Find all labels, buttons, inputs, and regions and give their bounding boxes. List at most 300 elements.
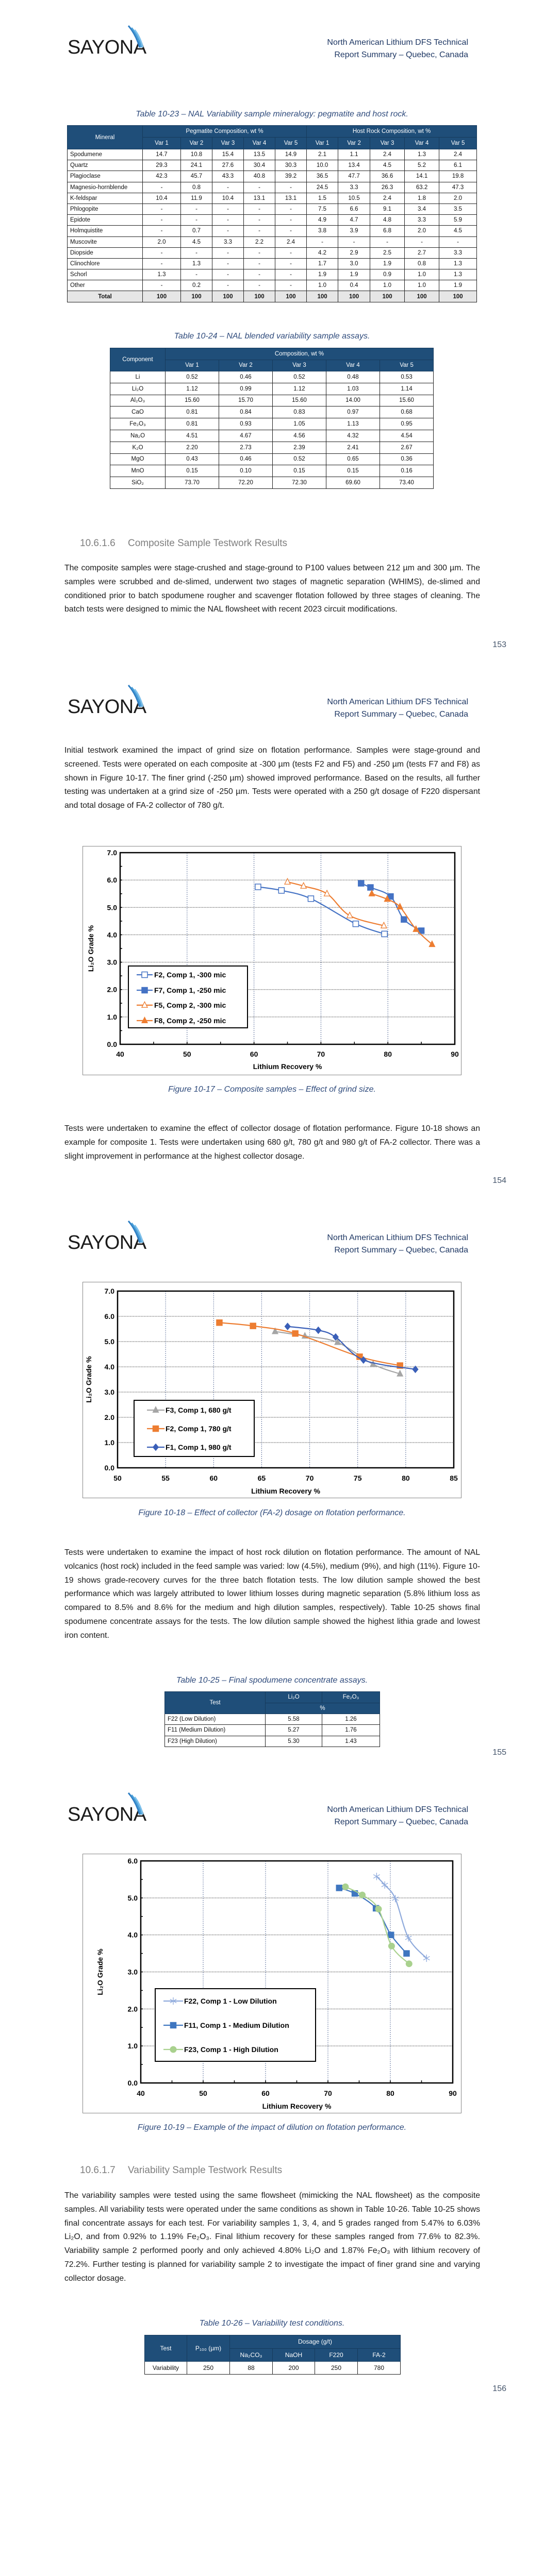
data-point-circle-marker <box>359 1892 366 1898</box>
data-point-square-open-marker <box>382 931 387 937</box>
column-group-host-rock: Host Rock Composition, wt % <box>307 126 477 138</box>
table-row <box>165 1714 380 1725</box>
table-cell: 73.40 <box>380 477 434 489</box>
column-header-var: Var 3 <box>273 360 326 371</box>
table-cell: 0.15 <box>166 465 219 477</box>
table-cell: 24.1 <box>181 160 212 171</box>
table-cell: 1.0 <box>405 280 439 291</box>
y-tick-label: 1.0 <box>127 2042 138 2050</box>
table-cell: 2.7 <box>405 247 439 258</box>
table-cell: - <box>370 236 405 247</box>
table-cell: 0.8 <box>181 182 212 193</box>
table-row <box>68 247 477 258</box>
column-header-test: Test <box>145 2335 187 2362</box>
table-cell: 1.9 <box>307 269 338 280</box>
figure-10-18-chart <box>83 1282 461 1498</box>
y-tick-label: 3.0 <box>104 1388 114 1396</box>
y-tick-label: 2.0 <box>104 1413 114 1421</box>
table-cell: 2.2 <box>244 236 275 247</box>
x-axis-label: Lithium Recovery % <box>253 1062 322 1071</box>
table-cell: 63.2 <box>405 182 439 193</box>
table-cell: 88 <box>230 2362 273 2375</box>
table-row <box>145 2362 401 2375</box>
y-tick-label: 4.0 <box>127 1930 138 1939</box>
variability-paragraph: The variability samples were tested using the same flowsheet (mimicking the NAL flowsheet) as the composite samples. All variability tests were operated under the same conditions as shown in Table 10-26. Table 10-25 shows final concentrate assays for each test. For variability samples 1, 3, 4, and 5 grades ranged from 5.47% to 6.03% Li₂O, and from 0.92% to 1.19% Fe₂O₃. Final lithium recovery for these samples ranged from 77.6% to 82.3%. Variability sample 2 performed poorly and only achieved 4.80% Li₂O and 1.87% Fe₂O₃ with lithium recovery of 72.2%. Further testing is planned for variability sample 2 to investigate the impact of finer grand sine and varying collector dosage. <box>64 2191 480 2283</box>
table-cell: 0.36 <box>380 453 434 465</box>
table-cell: 72.20 <box>219 477 273 489</box>
table-cell: 14.00 <box>326 395 380 406</box>
y-tick-label: 7.0 <box>107 849 117 857</box>
table-cell: 4.9 <box>307 215 338 226</box>
data-point-circle-marker <box>388 1943 394 1949</box>
table-row <box>68 269 477 280</box>
table-cell: 2.4 <box>370 149 405 160</box>
table-cell: 1.0 <box>405 269 439 280</box>
table-cell: 10.4 <box>143 193 181 204</box>
figure-10-17-caption: Figure 10-17 – Composite samples – Effect of grind size. <box>168 1085 376 1094</box>
table-cell: 6.1 <box>439 160 477 171</box>
total-cell: 100 <box>143 291 181 302</box>
component-name: CaO <box>110 406 166 418</box>
table-cell: 4.32 <box>326 430 380 442</box>
table-cell: 40.8 <box>244 171 275 182</box>
table-row <box>68 149 477 160</box>
table-cell: 780 <box>358 2362 401 2375</box>
x-tick-label: 60 <box>250 1050 258 1058</box>
column-header-var: Var 3 <box>370 138 405 149</box>
column-header-reagent: FA-2 <box>358 2348 401 2362</box>
table-cell: 0.65 <box>326 453 380 465</box>
table-cell: 1.3 <box>405 149 439 160</box>
page-153 <box>0 0 544 659</box>
table-cell: 0.93 <box>219 418 273 430</box>
table-cell: 3.0 <box>338 258 370 269</box>
column-header-li2o: Li₂O <box>266 1692 322 1703</box>
data-point-square-open-marker <box>308 896 314 902</box>
table-cell: 15.70 <box>219 395 273 406</box>
legend-label: F7, Comp 1, -250 mic <box>154 986 226 994</box>
table-cell: 0.8 <box>405 258 439 269</box>
x-axis-label: Lithium Recovery % <box>251 1487 320 1495</box>
series-line <box>258 887 384 934</box>
table-10-26-caption: Table 10-26 – Variability test conditions. <box>199 2319 345 2328</box>
total-cell: 100 <box>439 291 477 302</box>
table-row <box>110 430 434 442</box>
series-line <box>288 1327 416 1369</box>
column-header-var: Var 5 <box>275 138 307 149</box>
table-cell: 0.97 <box>326 406 380 418</box>
column-header-reagent: NaOH <box>273 2348 315 2362</box>
table-row <box>68 280 477 291</box>
table-cell: 14.9 <box>275 149 307 160</box>
table-cell: 1.12 <box>273 383 326 395</box>
report-title-line2: Report Summary – Quebec, Canada <box>334 50 468 59</box>
chart-legend <box>155 1989 316 2061</box>
table-row <box>68 171 477 182</box>
table-cell: 30.4 <box>244 160 275 171</box>
table-cell: 0.10 <box>219 465 273 477</box>
logo-text: SAYONA <box>68 1804 146 1825</box>
table-cell: 47.7 <box>338 171 370 182</box>
column-header-unit: % <box>266 1703 380 1714</box>
table-cell: 2.20 <box>166 442 219 453</box>
collector-dosage-paragraph: Tests were undertaken to examine the effect of collector dosage of flotation performance. Figure 10-18 shows an example for composite 1. Tests were undertaken using 680 g/t, 780 g/t and 980 g/t of FA-2 collector. There was a slight improvement in performance at the highest collector dosage. <box>64 1124 480 1161</box>
chart-legend <box>134 1400 254 1456</box>
report-title-line2: Report Summary – Quebec, Canada <box>334 1818 468 1826</box>
table-cell: 11.9 <box>181 193 212 204</box>
table-10-24-caption: Table 10-24 – NAL blended variability sample assays. <box>174 332 370 341</box>
page-number: 156 <box>492 2384 506 2393</box>
mineral-name: Plagioclase <box>68 171 143 182</box>
table-row <box>68 236 477 247</box>
table-cell: 3.3 <box>212 236 244 247</box>
test-name: F22 (Low Dilution) <box>165 1714 266 1725</box>
data-point-triangle-open-marker <box>347 912 353 918</box>
mineral-name: Diopside <box>68 247 143 258</box>
report-title-line1: North American Lithium DFS Technical <box>327 698 468 706</box>
table-cell: 6.8 <box>370 226 405 236</box>
table-cell: 14.1 <box>405 171 439 182</box>
mineral-name: Spodumene <box>68 149 143 160</box>
total-cell: 100 <box>275 291 307 302</box>
report-header <box>327 37 468 61</box>
table-cell: 4.5 <box>370 160 405 171</box>
table-cell: 4.56 <box>273 430 326 442</box>
column-header-var: Var 4 <box>244 138 275 149</box>
data-point-circle-marker <box>375 1906 382 1912</box>
table-cell: 1.9 <box>439 280 477 291</box>
table-cell: 13.1 <box>275 193 307 204</box>
table-cell: 0.15 <box>273 465 326 477</box>
table-cell: 3.3 <box>439 247 477 258</box>
y-tick-label: 1.0 <box>104 1438 114 1447</box>
table-cell: 69.60 <box>326 477 380 489</box>
data-point-circle-marker <box>342 1884 349 1890</box>
table-cell: 4.5 <box>439 226 477 236</box>
table-cell: 5.2 <box>405 160 439 171</box>
table-cell: 5.30 <box>266 1736 322 1747</box>
table-cell: 3.3 <box>338 182 370 193</box>
table-cell: 6.6 <box>338 204 370 214</box>
table-cell: 30.3 <box>275 160 307 171</box>
table-cell: 9.1 <box>370 204 405 214</box>
table-cell: 29.3 <box>143 160 181 171</box>
column-header-var: Var 4 <box>405 138 439 149</box>
table-cell: - <box>244 215 275 226</box>
total-cell: 100 <box>338 291 370 302</box>
legend-label: F5, Comp 2, -300 mic <box>154 1001 226 1009</box>
table-cell: - <box>181 269 212 280</box>
table-cell: 2.67 <box>380 442 434 453</box>
test-name: Variability <box>145 2362 187 2375</box>
table-cell: - <box>212 247 244 258</box>
table-cell: 1.8 <box>405 193 439 204</box>
report-title-line1: North American Lithium DFS Technical <box>327 1233 468 1242</box>
column-header-p100: P₁₀₀ (µm) <box>187 2335 230 2362</box>
y-axis-label: Li₂O Grade % <box>87 925 95 972</box>
table-cell: 7.5 <box>307 204 338 214</box>
table-cell: - <box>181 247 212 258</box>
section-title: Variability Sample Testwork Results <box>128 2165 283 2176</box>
component-name: Li <box>110 371 166 383</box>
test-name: F23 (High Dilution) <box>165 1736 266 1747</box>
table-cell: 1.3 <box>143 269 181 280</box>
table-cell: 4.54 <box>380 430 434 442</box>
section-number: 10.6.1.7 <box>80 2165 116 2176</box>
mineral-name: Magnesio-hornblende <box>68 182 143 193</box>
y-axis-label: Li₂O Grade % <box>96 1948 104 1995</box>
page-number: 155 <box>492 1748 506 1757</box>
column-header-var: Var 1 <box>166 360 219 371</box>
x-tick-label: 80 <box>402 1474 410 1482</box>
column-header-test: Test <box>165 1692 266 1714</box>
column-header-var: Var 2 <box>181 138 212 149</box>
table-cell: 3.8 <box>307 226 338 236</box>
table-cell: 0.9 <box>370 269 405 280</box>
report-title-line1: North American Lithium DFS Technical <box>327 38 468 47</box>
table-cell: 0.84 <box>219 406 273 418</box>
x-tick-label: 70 <box>317 1050 325 1058</box>
table-cell: 15.60 <box>166 395 219 406</box>
table-cell: 2.9 <box>338 247 370 258</box>
total-cell: 100 <box>307 291 338 302</box>
table-cell: - <box>212 182 244 193</box>
x-tick-label: 60 <box>209 1474 218 1482</box>
table-header-row <box>110 348 434 360</box>
table-cell: - <box>181 204 212 214</box>
table-cell: 0.43 <box>166 453 219 465</box>
mineral-name: Holmquistite <box>68 226 143 236</box>
x-tick-label: 85 <box>450 1474 458 1482</box>
series-f7-comp-1-250-mic <box>358 880 424 934</box>
x-axis-label: Lithium Recovery % <box>262 2102 332 2110</box>
table-cell: 13.1 <box>244 193 275 204</box>
section-number: 10.6.1.6 <box>80 538 116 549</box>
logo-swoosh-icon <box>124 684 155 710</box>
x-tick-label: 70 <box>324 2089 332 2097</box>
table-cell: 0.4 <box>338 280 370 291</box>
table-cell: 4.51 <box>166 430 219 442</box>
table-10-26 <box>144 2335 401 2375</box>
x-tick-label: 90 <box>451 1050 459 1058</box>
table-row <box>165 1725 380 1736</box>
component-name: Fe₂O₃ <box>110 418 166 430</box>
column-header-fe2o3: Fe₂O₃ <box>322 1692 380 1703</box>
mineral-name: Clinochlore <box>68 258 143 269</box>
table-cell: - <box>212 215 244 226</box>
figure-10-18-caption: Figure 10-18 – Effect of collector (FA-2) dosage on flotation performance. <box>138 1509 406 1517</box>
sayona-logo <box>68 25 156 58</box>
table-cell: 250 <box>315 2362 358 2375</box>
table-cell: 1.43 <box>322 1736 380 1747</box>
table-cell: 72.30 <box>273 477 326 489</box>
table-header-row <box>165 1692 380 1703</box>
table-cell: 1.9 <box>370 258 405 269</box>
x-tick-label: 65 <box>257 1474 266 1482</box>
component-name: K₂O <box>110 442 166 453</box>
table-header-row <box>68 126 477 138</box>
table-10-25-caption: Table 10-25 – Final spodumene concentrate assays. <box>176 1676 368 1685</box>
table-cell: 45.7 <box>181 171 212 182</box>
component-name: Al₂O₃ <box>110 395 166 406</box>
mineral-name: Other <box>68 280 143 291</box>
logo-swoosh-icon <box>124 1792 155 1818</box>
table-row <box>68 258 477 269</box>
table-cell: 1.9 <box>338 269 370 280</box>
column-header-var: Var 5 <box>439 138 477 149</box>
table-cell: 73.70 <box>166 477 219 489</box>
y-tick-label: 6.0 <box>104 1312 114 1320</box>
table-row <box>68 193 477 204</box>
logo-text: SAYONA <box>68 696 146 718</box>
table-cell: 15.4 <box>212 149 244 160</box>
table-cell: - <box>143 226 181 236</box>
table-cell: 19.8 <box>439 171 477 182</box>
table-cell: 2.5 <box>370 247 405 258</box>
report-title-line2: Report Summary – Quebec, Canada <box>334 710 468 719</box>
table-cell: 3.5 <box>439 204 477 214</box>
y-tick-label: 3.0 <box>127 1968 138 1976</box>
component-name: MgO <box>110 453 166 465</box>
mineral-name: Muscovite <box>68 236 143 247</box>
legend-label: F11, Comp 1 - Medium Dilution <box>184 2021 289 2029</box>
table-cell: - <box>244 226 275 236</box>
table-cell: - <box>244 247 275 258</box>
section-title: Composite Sample Testwork Results <box>128 538 288 549</box>
y-axis-label: Li₂O Grade % <box>85 1356 93 1403</box>
table-cell: - <box>244 269 275 280</box>
table-row <box>110 465 434 477</box>
sayona-logo <box>68 1220 156 1253</box>
table-cell: 27.6 <box>212 160 244 171</box>
y-tick-label: 0.0 <box>127 2079 138 2087</box>
table-cell: - <box>212 258 244 269</box>
table-cell: 1.3 <box>439 269 477 280</box>
table-cell: 0.83 <box>273 406 326 418</box>
table-cell: - <box>143 247 181 258</box>
table-cell: 2.0 <box>143 236 181 247</box>
figure-10-17-chart <box>83 846 461 1075</box>
column-header-mineral: Mineral <box>68 126 143 149</box>
test-name: F11 (Medium Dilution) <box>165 1725 266 1736</box>
x-tick-label: 80 <box>386 2089 394 2097</box>
y-tick-label: 4.0 <box>104 1363 114 1371</box>
table-cell: - <box>212 204 244 214</box>
table-cell: 4.8 <box>370 215 405 226</box>
data-point-diamond-marker <box>285 1323 290 1330</box>
page-155 <box>0 1195 544 1767</box>
logo-swoosh-icon <box>124 25 155 50</box>
table-cell: 1.3 <box>181 258 212 269</box>
series-line <box>345 1887 409 1963</box>
page-number: 154 <box>492 1176 506 1185</box>
table-cell: 2.4 <box>275 236 307 247</box>
table-cell: - <box>275 226 307 236</box>
legend-label: F22, Comp 1 - Low Dilution <box>184 1997 277 2005</box>
report-header <box>327 1232 468 1257</box>
data-point-square-marker <box>368 885 373 890</box>
table-cell: 1.03 <box>326 383 380 395</box>
y-tick-label: 5.0 <box>104 1337 114 1346</box>
table-cell: - <box>143 215 181 226</box>
table-cell: - <box>338 236 370 247</box>
table-cell: 1.5 <box>307 193 338 204</box>
table-cell: 4.67 <box>219 430 273 442</box>
x-tick-label: 80 <box>384 1050 392 1058</box>
y-tick-label: 4.0 <box>107 930 117 939</box>
table-cell: 0.95 <box>380 418 434 430</box>
table-cell: 5.58 <box>266 1714 322 1725</box>
table-cell: 0.46 <box>219 453 273 465</box>
table-cell: 0.16 <box>380 465 434 477</box>
table-cell: - <box>405 236 439 247</box>
table-cell: 1.0 <box>370 280 405 291</box>
table-cell: 24.5 <box>307 182 338 193</box>
dilution-paragraph: Tests were undertaken to examine the impact of host rock dilution on flotation performance. The amount of NAL volcanics (host rock) included in the feed sample was varied: low (4.5%), medium (9%), and high (11%). Figure 10-19 shows grade-recovery curves for the three batch flotation tests. The low dilution sample showed the best performance which was largely attributed to lower lithium losses during magnetic separation (5.8% lithium loss as compared to 8.5% and 8.6% for the medium and high dilution samples, respectively). Table 10-25 shows final spodumene concentrate assays for the tests. The low dilution sample showed the highest lithia grade and lowest iron content. <box>64 1548 480 1640</box>
table-cell: 0.15 <box>326 465 380 477</box>
table-row <box>110 442 434 453</box>
mineral-name: Quartz <box>68 160 143 171</box>
data-point-square-marker <box>217 1320 222 1326</box>
data-point-square-marker <box>153 1426 159 1432</box>
table-cell: 0.52 <box>166 371 219 383</box>
x-tick-label: 50 <box>183 1050 191 1058</box>
total-cell: 100 <box>181 291 212 302</box>
table-cell: 3.3 <box>405 215 439 226</box>
legend-label: F2, Comp 1, -300 mic <box>154 971 226 979</box>
column-header-var: Var 5 <box>380 360 434 371</box>
table-cell: 1.13 <box>326 418 380 430</box>
legend-label: F23, Comp 1 - High Dilution <box>184 2045 278 2054</box>
data-point-square-marker <box>292 1331 298 1336</box>
data-point-square-marker <box>404 1951 409 1956</box>
x-tick-label: 60 <box>261 2089 270 2097</box>
table-row <box>110 477 434 489</box>
table-cell: 250 <box>187 2362 230 2375</box>
figure-10-19-caption: Figure 10-19 – Example of the impact of dilution on flotation performance. <box>137 2123 407 2132</box>
component-name: Li₂O <box>110 383 166 395</box>
page-154 <box>0 659 544 1195</box>
table-cell: 15.60 <box>273 395 326 406</box>
data-point-circle-marker <box>406 1961 412 1967</box>
column-group-composition: Composition, wt % <box>166 348 434 360</box>
total-cell: 100 <box>212 291 244 302</box>
table-cell: 0.52 <box>273 453 326 465</box>
logo-text: SAYONA <box>68 1232 146 1253</box>
table-cell: 4.5 <box>181 236 212 247</box>
y-tick-label: 6.0 <box>127 1857 138 1865</box>
column-header-component: Component <box>110 348 166 371</box>
data-point-square-marker <box>401 917 407 922</box>
x-tick-label: 50 <box>113 1474 122 1482</box>
report-header <box>327 1804 468 1828</box>
table-cell: 2.1 <box>307 149 338 160</box>
table-row <box>110 406 434 418</box>
table-cell: 2.0 <box>439 193 477 204</box>
series-f3-comp-1-680-g-t <box>272 1328 403 1376</box>
table-cell: 1.3 <box>439 258 477 269</box>
column-group-dosage: Dosage (g/t) <box>230 2335 401 2349</box>
table-cell: 0.68 <box>380 406 434 418</box>
table-cell: 13.4 <box>338 160 370 171</box>
x-tick-label: 90 <box>449 2089 457 2097</box>
y-tick-label: 2.0 <box>127 2005 138 2013</box>
table-cell: - <box>143 258 181 269</box>
table-row <box>110 418 434 430</box>
x-tick-label: 50 <box>199 2089 207 2097</box>
report-header <box>327 696 468 721</box>
column-header-var: Var 1 <box>143 138 181 149</box>
